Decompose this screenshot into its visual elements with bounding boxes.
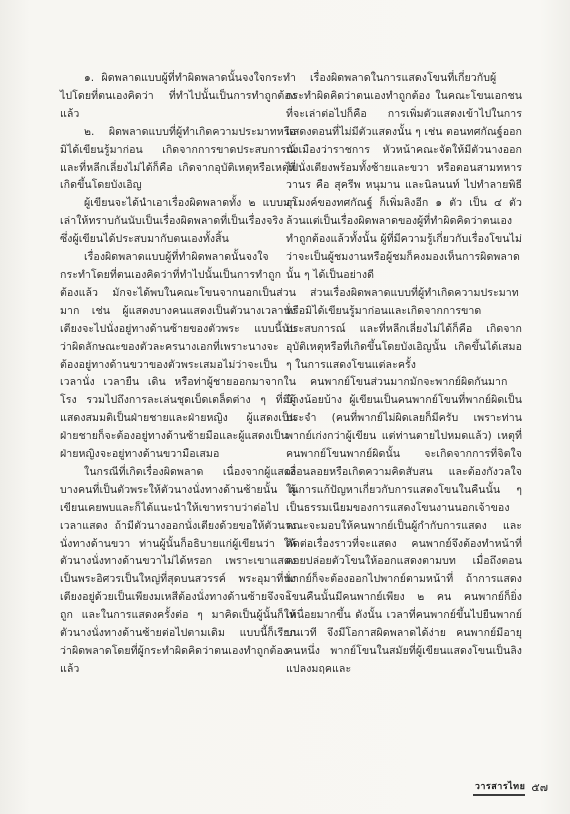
paragraph: เรื่องผิดพลาดในการแสดงโขนที่เกี่ยวกับผู้กระทำผิดคิดว่าตนเองทำถูกต้อง ในคณะโขนเอกชนที่จะเล่าต่อไปก็คือ การเพิ่มตัวแสดงเข้าไปในการแสดงตอนที่ไม่มีตัวแสดงนั้น ๆ เช่น ตอนทศกัณฐ์ออกนั่งเมืองว่าราชการ หัวหน้าคณะจัดให้มีตัวนางออกไปนั่งเตียงพร้อมทั้งซ้ายและขวา หรือตอนสามทหารวานร คือ สุครีพ หนุมาน และนิลนนท์ ไปทำลายพิธีอุโมงค์ของทศกัณฐ์ ก็เพิ่มลิงอีก ๑ ตัว เป็น ๔ ตัว ล้วนแต่เป็นเรื่องผิดพลาดของผู้ที่ทำผิดคิดว่าตนเองทำถูกต้องแล้วทั้งนั้น ผู้ที่มีความรู้เกี่ยวกับเรื่องโขนไม่ว่าจะเป็นผู้ชมงานหรือผู้ชมก็คงมองเห็นการผิดพลาดนั้น ๆ ได้เป็นอย่างดี [286,72,522,281]
paragraph: ผู้เขียนจะได้นำเอาเรื่องผิดพลาดทั้ง ๒ แบบมาเล่าให้ทราบกันนับเป็นเรื่องผิดพลาดที่เป็นเรื่องจริง ซึ่งผู้เขียนได้ประสบมากับตนเองทั้งสิ้น [60,197,296,246]
paragraph: ในกรณีที่เกิดเรื่องผิดพลาด เนื่องจากผู้แสดงบางคนที่เป็นตัวพระให้ตัวนางนั่งทางด้านซ้ายนั้น ผู้เขียนเคยพบและก็ได้แนะนำให้เขาทราบว่าต่อไปเวลาแสดง ถ้ามีตัวนางออกนั่งเตียงด้วยขอให้ตัวนางนั่งทางด้านขวา ท่านผู้นั้นก็อธิบายแก่ผู้เขียนว่า ให้ตัวนางนั่งทางด้านขวาไม่ได้หรอก เพราะเขาแสดงเป็นพระอิศวรเป็นใหญ่ที่สุดบนสวรรค์ พระอุมาที่นั่งเตียงอยู่ด้วยเป็นเพียงมเหสีต้องนั่งทางด้านซ้ายจึงจะถูก และในการแสดงครั้งต่อ ๆ มาคิดเป็นผู้นั้นก็ให้ตัวนางนั่งทางด้านซ้ายต่อไปตามเดิม แบบนี้ก็เรียกว่าผิดพลาดโดยที่ผู้กระทำผิดคิดว่าตนเองทำถูกต้องแล้ว [60,465,296,675]
paragraph: ส่วนเรื่องผิดพลาดแบบที่ผู้ทำเกิดความประมาทหรือมิได้เขียนรู้มาก่อนและเกิดจากการขาดประสบการณ์ และที่หลีกเลี่ยงไม่ได้ก็คือ เกิดจากอุบัติเหตุหรือที่เกิดขึ้นโดยบังเอิญนั้น เกิดขึ้นได้เสมอ ๆ ในการแสดงโขนแต่ละครั้ง [286,286,522,371]
paragraph: เรื่องผิดพลาดแบบผู้ที่ทำผิดพลาดนั้นจงใจกระทำโดยที่ตนเองคิดว่าที่ทำไปนั้นเป็นการทำถูกต้องแล้ว มักจะได้พบในคณะโขนจากนอกเป็นส่วนมาก เช่น ผู้แสดงบางคนแสดงเป็นตัวนางเวลานั่งเตียงจะไปนั่งอยู่ทางด้านซ้ายของตัวพระ แบบนี้นับว่าผิดลักษณะของตัวละครนางเอกที่เพราะนางจะต้องอยู่ทางด้านขวาของตัวพระเสมอไม่ว่าจะเป็นเวลานั่ง เวลายืน เดิน หรือท่าผู้ชายออกมาจากในโรง รวมไปถึงการละเล่นชุดเบ็ดเตล็ดต่าง ๆ ที่มีผู้แสดงสมมติเป็นฝ่ายชายและฝ่ายหญิง ผู้แสดงเป็นฝ่ายชายก็จะต้องอยู่ทางด้านซ้ายมือและผู้แสดงเป็นฝ่ายหญิงจะอยู่ทางด้านขวามือเสมอ [60,251,296,461]
left-text-column [60,70,296,679]
page-number: ๕๗ [531,781,548,794]
page-footer [473,778,548,796]
logo-underline [473,794,525,796]
journal-logo [473,779,525,796]
right-text-column [286,70,522,679]
logo-text: วารสารไทย [474,781,526,792]
paragraph: ๒. ผิดพลาดแบบที่ผู้ทำเกิดความประมาทหรือมิได้เขียนรู้มาก่อน เกิดจากการขาดประสบการณ์ และที่หลีกเลี่ยงไม่ได้ก็คือ เกิดจากอุบัติเหตุหรือเหตุที่เกิดขึ้นโดยบังเอิญ [60,125,296,192]
paragraph: ๑. ผิดพลาดแบบผู้ที่ทำผิดพลาดนั้นจงใจกระทำไปโดยที่ตนเองคิดว่า ที่ทำไปนั้นเป็นการทำถูกต้องแล้ว [60,72,296,120]
paragraph: คนพากย์โขนส่วนมากมักจะพากย์ผิดกันมากบ้างน้อยบ้าง ผู้เขียนเป็นคนพากย์โขนที่พากย์ผิดเป็นประจำ (คนที่พากย์ไม่ผิดเลยก็มีครับ เพราะท่านพากย์เก่งกว่าผู้เขียน แต่ท่านตายไปหมดแล้ว) เหตุที่คนพากย์โขนพากย์ผิดนั้น จะเกิดจากการที่จิตใจเลื่อนลอยหรือเกิดความคิดสับสน และต้องกังวลใจในการแก้ปัญหาเกี่ยวกับการแสดงโขนในคืนนั้น ๆ เป็นธรรมเนียมของการแสดงโขนงานนอกเจ้าของคณะจะมอบให้คนพากย์เป็นผู้กำกับการแสดง และตัดต่อเรื่องราวที่จะแสดง คนพากย์จึงต้องทำหน้าที่คอยปล่อยตัวโขนให้ออกแสดงตามบท เมื่อถึงตอนพากย์ก็จะต้องออกไปพากย์ตามหน้าที่ ถ้าการแสดงโขนคืนนั้นมีคนพากย์เพียง ๒ คน คนพากย์ก็ยิ่งเหนื่อยมากขึ้น ดังนั้น เวลาที่คนพากย์ขึ้นไปยืนพากย์บนเวที จึงมีโอกาสผิดพลาดได้ง่าย คนพากย์มีอายุคนหนึ่ง พากย์โขนในสมัยที่ผู้เขียนแสดงโขนเป็นลิงแปลงมฤคและ [286,376,522,675]
